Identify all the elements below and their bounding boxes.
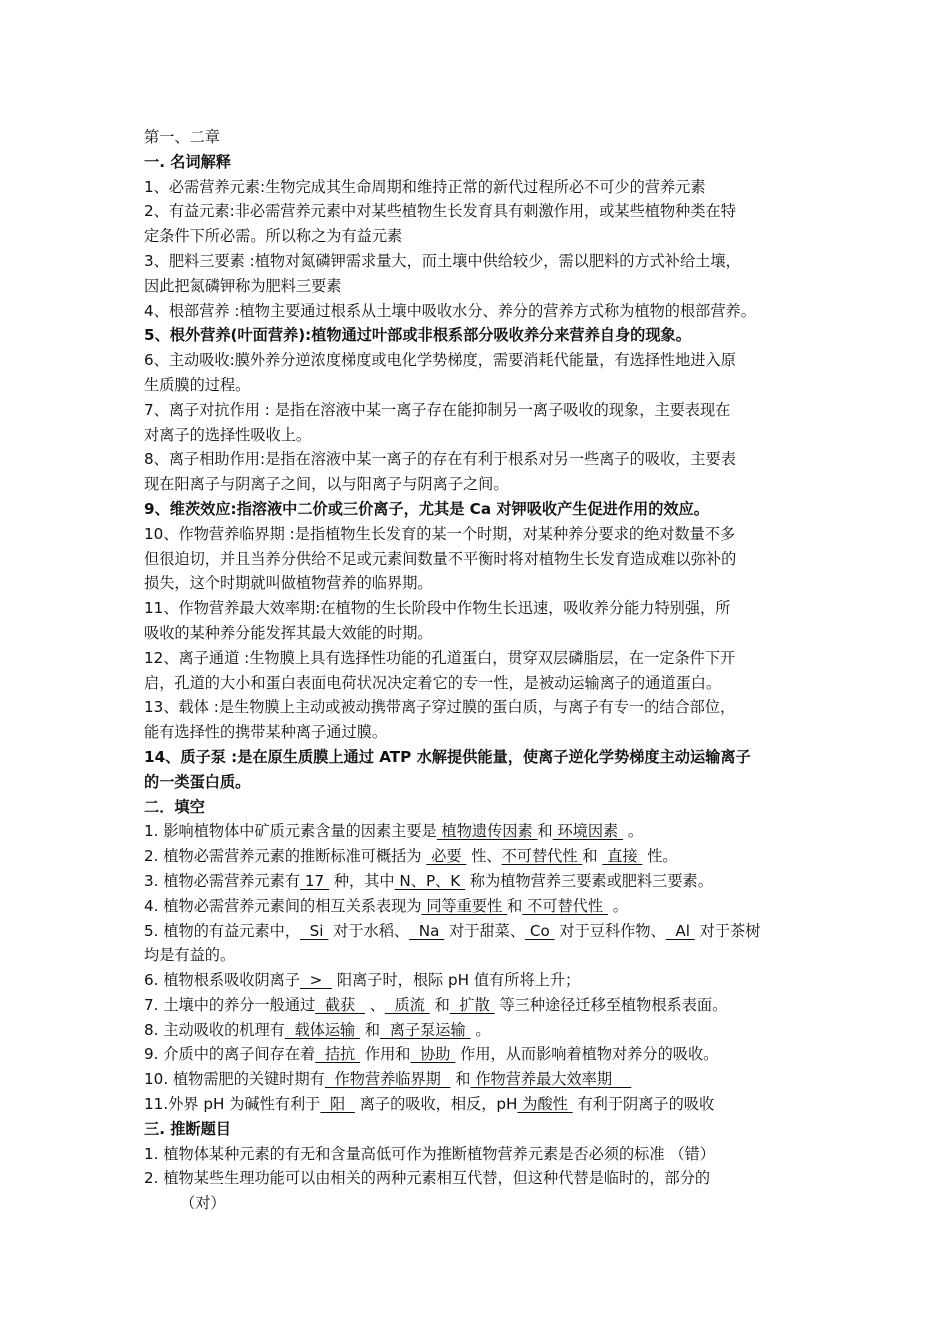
question-text: 阳离子时，根际 pH 值有所将上升；	[332, 971, 581, 990]
definition-line: 的一类蛋白质。	[144, 772, 251, 791]
question-text: 。	[470, 1020, 491, 1039]
question-text: 对于豆科作物、	[554, 921, 666, 940]
answer-blank: 同等重要性	[421, 896, 508, 915]
question-text: 5. 植物的有益元素中，	[144, 921, 301, 940]
question-text: 10. 植物需肥的关键时期有	[144, 1070, 325, 1089]
definition-line: 启，孔道的大小和蛋白表面电荷状况决定着它的专一性，是被动运输离子的通道蛋白。	[144, 673, 722, 692]
definition-line: 吸收的某种养分能发挥其最大效能的时期。	[144, 623, 433, 642]
answer-blank: 为酸性	[517, 1095, 573, 1114]
question-text: 对于甜菜、	[444, 921, 526, 940]
question-text: 称为植物营养三要素或肥料三要素。	[465, 871, 713, 890]
question-text: 和	[507, 896, 523, 915]
answer-blank: 扩散	[449, 995, 495, 1014]
document-content	[144, 125, 824, 1216]
question-text: 作用，从而影响着植物对养分的吸收。	[455, 1045, 719, 1064]
definition-line: 4、根部营养 :植物主要通过根系从土壤中吸收水分、养分的营养方式称为植物的根部营养。	[144, 301, 756, 320]
definition-line: 12、离子通道 :生物膜上具有选择性功能的孔道蛋白，贯穿双层磷脂层，在一定条件下开	[144, 648, 736, 667]
question-text: 。	[607, 896, 628, 915]
question-text: 有利于阴离子的吸收	[572, 1095, 715, 1114]
question-text: 2. 植物必需营养元素的推断标准可概括为	[144, 847, 427, 866]
fill-question-2	[144, 844, 824, 869]
definition-line: 因此把氮磷钾称为肥料三要素	[144, 276, 342, 295]
answer-blank: 不可替代性	[522, 896, 608, 915]
fill-question-1	[144, 819, 824, 844]
answer-blank: 直接	[602, 847, 643, 866]
definition-line: 3、肥料三要素 :植物对氮磷钾需求量大，而土壤中供给较少，需以肥料的方式补给土壤，	[144, 251, 741, 270]
answer-blank: 协助	[410, 1045, 456, 1064]
question-text: 7. 土壤中的养分一般通过	[144, 995, 316, 1014]
fill-question-8	[144, 1018, 824, 1043]
definition-line: 6、主动吸收:膜外养分逆浓度梯度或电化学势梯度，需要消耗代能量，有选择性地进入原	[144, 351, 736, 370]
question-text: 种，其中	[329, 871, 395, 890]
question-text: 对于水稻、	[328, 921, 410, 940]
question-text: 性、	[466, 847, 502, 866]
fill-question-9	[144, 1042, 824, 1067]
answer-blank: 拮抗	[315, 1045, 361, 1064]
definition-line: 5、根外营养(叶面营养):植物通过叶部或非根系部分吸收养分来营养自身的现象。	[144, 326, 691, 345]
definition-line: 10、作物营养临界期 :是指植物生长发育的某一个时期，对某种养分要求的绝对数量不多	[144, 524, 736, 543]
definition-line: 能有选择性的携带某种离子通过膜。	[144, 723, 387, 742]
answer-blank: 作物营养临界期	[324, 1070, 451, 1089]
question-text: 、	[364, 995, 385, 1014]
section-heading-fill-in: 二．填空	[144, 797, 205, 816]
answer-blank: 17	[300, 871, 329, 890]
fill-question-4	[144, 894, 824, 919]
definition-line: 7、离子对抗作用 : 是指在溶液中某一离子存在能抑制另一离子吸收的现象，主要表现在	[144, 400, 731, 419]
fill-question-5-cont: 均是有益的。	[144, 946, 236, 965]
question-text: 对于茶树	[694, 921, 761, 940]
answer-blank: 不可替代性	[501, 847, 583, 866]
question-text: 作用和	[360, 1045, 411, 1064]
question-text: 和	[450, 1070, 471, 1089]
fill-question-10	[144, 1067, 824, 1092]
definition-line: 1、必需营养元素:生物完成其生命周期和维持正常的新代过程所必不可少的营养元素	[144, 177, 706, 196]
answer-blank: N、P、K	[394, 871, 466, 890]
answer-blank: 植物遗传因素	[436, 822, 538, 841]
answer-blank: 必要	[426, 847, 467, 866]
question-text: 性。	[642, 847, 678, 866]
question-text: 和	[429, 995, 450, 1014]
definition-line: 现在阳离子与阴离子之间，以与阳离子与阴离子之间。	[144, 475, 509, 494]
definition-line: 损失，这个时期就叫做植物营养的临界期。	[144, 574, 433, 593]
fill-question-7	[144, 993, 824, 1018]
answer-blank: 质流	[384, 995, 430, 1014]
question-text: 3. 植物必需营养元素有	[144, 871, 301, 890]
question-text: 离子的吸收，相反，pH	[354, 1095, 518, 1114]
answer-blank: Si	[300, 921, 329, 940]
answer-blank: Co	[525, 921, 555, 940]
question-text: 和	[537, 822, 553, 841]
chapter-title: 第一、二章	[144, 128, 220, 146]
question-text: 6. 植物根系吸收阴离子	[144, 971, 301, 990]
answer-blank: 作物营养最大效率期	[470, 1070, 632, 1089]
judgement-item-1: 1. 植物体某种元素的有无和含量高低可作为推断植物营养元素是否必须的标准 （错）	[144, 1144, 715, 1163]
definition-line: 定条件下所必需。所以称之为有益元素	[144, 227, 403, 246]
question-text: 和	[360, 1020, 381, 1039]
definition-line: 11、作物营养最大效率期:在植物的生长阶段中作物生长迅速，吸收养分能力特别强，所	[144, 599, 731, 618]
definition-line: 8、离子相助作用:是指在溶液中某一离子的存在有利于根系对另一些离子的吸收，主要表	[144, 450, 736, 469]
judgement-item-2: 2. 植物某些生理功能可以由相关的两种元素相互代替，但这种代替是临时的，部分的	[144, 1169, 711, 1188]
fill-question-11	[144, 1092, 824, 1117]
answer-blank: 离子泵运输	[380, 1020, 471, 1039]
question-text: 和	[582, 847, 603, 866]
fill-question-5	[144, 919, 824, 944]
question-text: 4. 植物必需营养元素间的相互关系表现为	[144, 896, 422, 915]
answer-blank: >	[300, 971, 333, 990]
answer-blank: 载体运输	[284, 1020, 361, 1039]
section-heading-definitions: 一. 名词解释	[144, 152, 231, 171]
answer-blank: 阳	[320, 1095, 355, 1114]
question-text: 11.外界 pH 为碱性有利于	[144, 1095, 321, 1114]
answer-blank: Na	[409, 921, 445, 940]
question-text: 8. 主动吸收的机理有	[144, 1020, 285, 1039]
definition-line: 13、载体 :是生物膜上主动或被动携带离子穿过膜的蛋白质，与离子有专一的结合部位，	[144, 698, 736, 717]
definition-line: 9、维茨效应:指溶液中二价或三价离子，尤其是 Ca 对钾吸收产生促进作用的效应。	[144, 499, 709, 518]
answer-blank: 截获	[315, 995, 365, 1014]
answer-blank: Al	[665, 921, 695, 940]
fill-question-6	[144, 968, 824, 993]
question-text: 9. 介质中的离子间存在着	[144, 1045, 316, 1064]
definition-line: 对离子的选择性吸收上。	[144, 425, 312, 444]
definition-line: 2、有益元素:非必需营养元素中对某些植物生长发育具有刺激作用，或某些植物种类在特	[144, 202, 736, 221]
definition-line: 生质膜的过程。	[144, 375, 251, 394]
judgement-item-2-answer: （对）	[180, 1194, 226, 1213]
question-text: 。	[623, 822, 644, 841]
question-text: 1. 影响植物体中矿质元素含量的因素主要是	[144, 822, 437, 841]
definition-line: 14、质子泵 :是在原生质膜上通过 ATP 水解提供能量，使离子逆化学势梯度主动运输离子	[144, 747, 751, 766]
question-text: 等三种途径迁移至植物根系表面。	[494, 995, 728, 1014]
answer-blank: 环境因素	[552, 822, 624, 841]
section-heading-judgement: 三. 推断题目	[144, 1119, 231, 1138]
fill-question-3	[144, 869, 824, 894]
definition-line: 但很迫切，并且当养分供给不足或元素间数量不平衡时将对植物生长发育造成难以弥补的	[144, 549, 737, 568]
